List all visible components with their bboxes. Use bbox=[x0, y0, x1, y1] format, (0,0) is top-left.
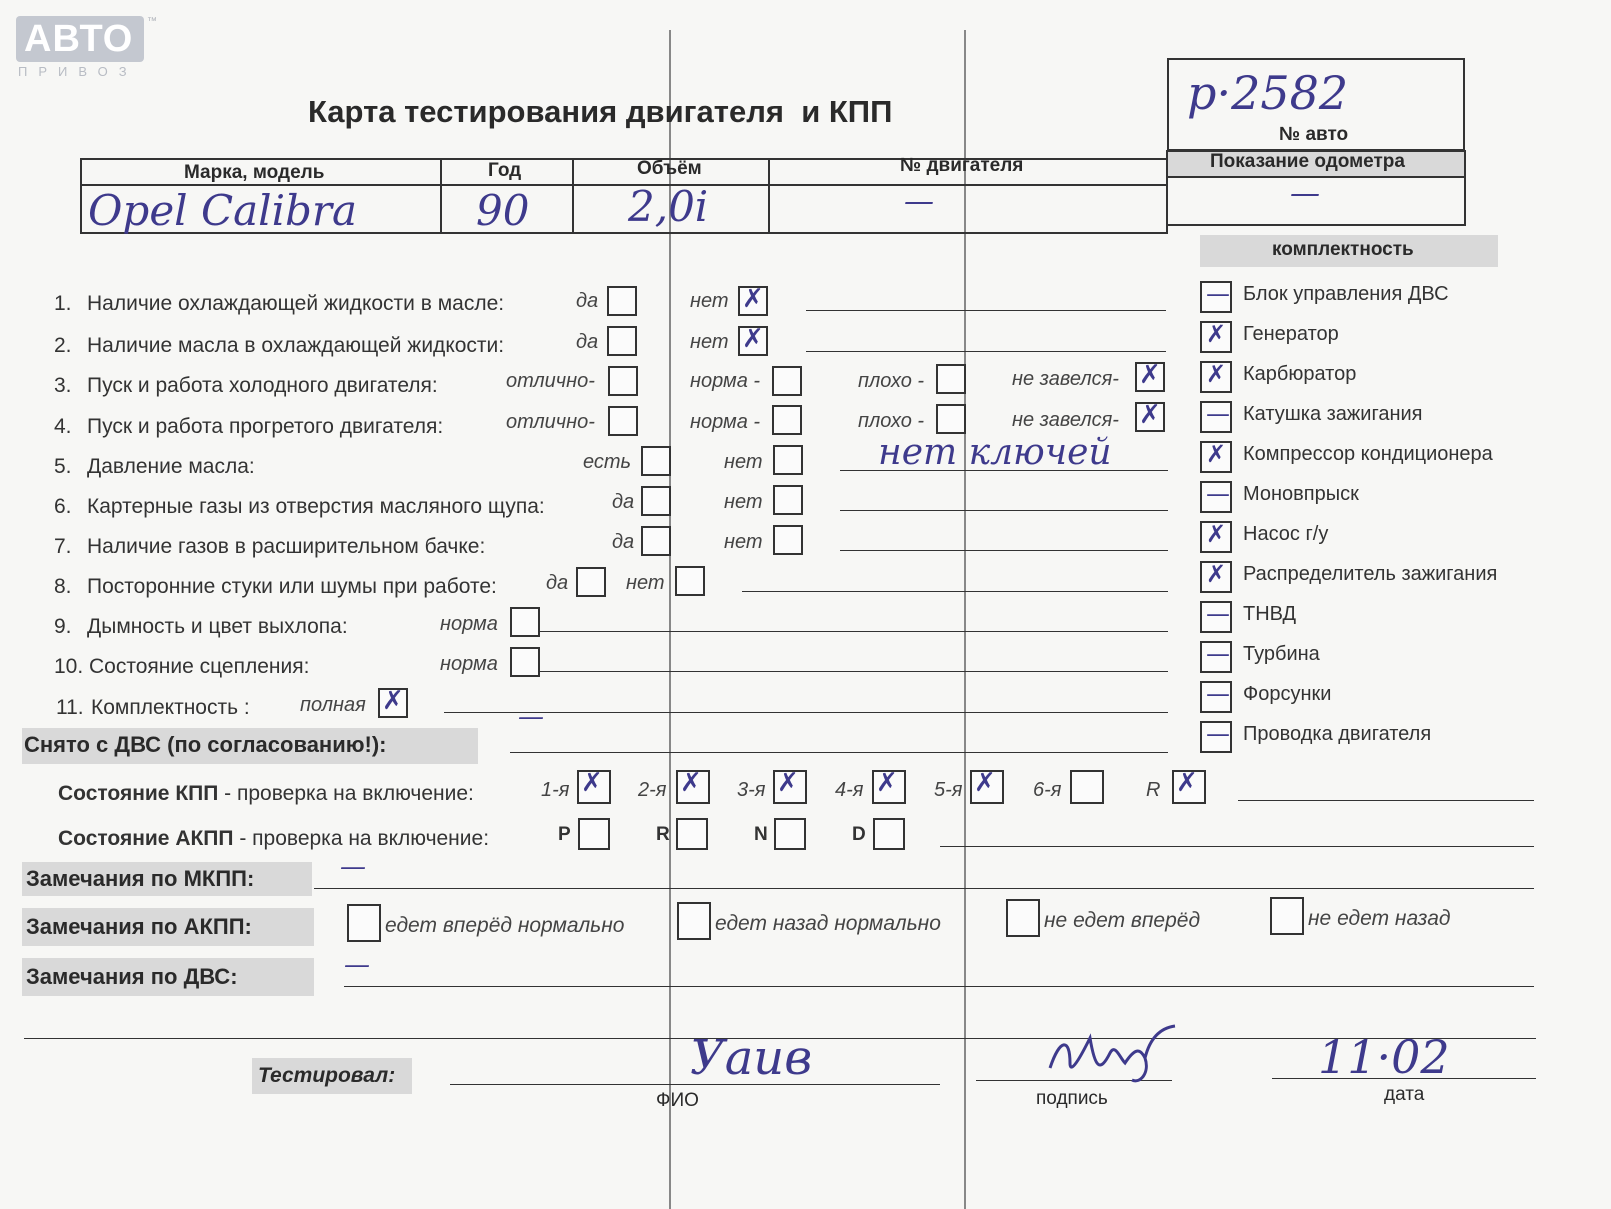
item-number: 11. bbox=[56, 696, 84, 719]
kpp-label bbox=[58, 782, 474, 806]
item-number: 4. bbox=[54, 415, 72, 438]
option-label: норма bbox=[440, 653, 498, 675]
remarks-akpp-label: Замечания по АКПП: bbox=[26, 914, 252, 939]
engine-number-label: № двигателя bbox=[900, 155, 1024, 176]
item-label: Посторонние стуки или шумы при работе: bbox=[87, 575, 497, 598]
gear-checkbox[interactable] bbox=[872, 770, 906, 804]
option-label: отлично- bbox=[506, 411, 595, 433]
check-mark-icon: ✗ bbox=[1206, 360, 1227, 388]
gear-checkbox[interactable] bbox=[577, 770, 611, 804]
answer-line bbox=[510, 752, 1168, 753]
option-label: норма - bbox=[690, 370, 761, 392]
gear-checkbox[interactable] bbox=[676, 770, 710, 804]
logo bbox=[16, 16, 157, 80]
item-number: 3. bbox=[54, 374, 72, 397]
check-mark-icon: ✗ bbox=[382, 686, 404, 716]
option-label: есть bbox=[583, 451, 632, 473]
option-label: плохо - bbox=[858, 370, 925, 392]
item-number: 1. bbox=[54, 292, 72, 315]
answer-line bbox=[344, 986, 1534, 987]
fio-value: Уаив bbox=[690, 1030, 813, 1086]
option-label: отлично- bbox=[506, 370, 595, 392]
kpp-label-bold: Состояние КПП bbox=[58, 782, 219, 805]
remarks-dvs-value: — bbox=[344, 950, 370, 980]
gear-checkbox[interactable] bbox=[970, 770, 1004, 804]
gear-label: R bbox=[656, 824, 670, 845]
signature-image bbox=[1040, 1018, 1190, 1090]
item-label: Картерные газы из отверстия масляного щупа: bbox=[87, 495, 545, 518]
volume-label: Объём bbox=[637, 158, 702, 179]
remarks-akpp-header bbox=[22, 908, 314, 946]
kpp-label-rest: - проверка на включение: bbox=[218, 782, 474, 805]
item-label: Наличие масла в охлаждающей жидкости: bbox=[87, 334, 505, 357]
gear-label: 2-я bbox=[638, 779, 667, 801]
item-number: 5. bbox=[54, 455, 72, 478]
check-mark-icon: ✗ bbox=[1176, 768, 1198, 798]
kompl-checkbox[interactable] bbox=[1200, 601, 1232, 633]
item-label: Пуск и работа прогретого двигателя: bbox=[87, 415, 444, 438]
kompl-checkbox[interactable] bbox=[1200, 641, 1232, 673]
logo-trademark: ™ bbox=[147, 16, 157, 27]
kompl-item-label: Блок управления ДВС bbox=[1243, 283, 1449, 305]
kompl-checkbox[interactable] bbox=[1200, 561, 1232, 593]
checkbox-no[interactable] bbox=[773, 445, 803, 475]
kompl-checkbox[interactable] bbox=[1200, 481, 1232, 513]
handwritten-note: нет ключей bbox=[878, 432, 1112, 473]
answer-line bbox=[742, 591, 1168, 592]
dash-mark-icon: — bbox=[1206, 640, 1230, 668]
check-mark-icon: ✗ bbox=[1206, 560, 1227, 588]
checkbox-normal[interactable] bbox=[772, 405, 802, 435]
checkbox-bad[interactable] bbox=[936, 364, 966, 394]
volume-value: 2,0i bbox=[628, 182, 709, 231]
gear-label: 3-я bbox=[737, 779, 766, 801]
auto-number-value: р·2582 bbox=[1187, 66, 1349, 120]
gear-checkbox[interactable] bbox=[774, 818, 806, 850]
logo-subtitle: ПРИВОЗ bbox=[18, 64, 138, 79]
check-mark-icon: ✗ bbox=[777, 768, 799, 798]
checkbox-normal[interactable] bbox=[510, 607, 540, 637]
checkbox-excellent[interactable] bbox=[608, 406, 638, 436]
handwritten-note: — bbox=[518, 702, 544, 732]
gear-checkbox[interactable] bbox=[1070, 770, 1104, 804]
option-label: да bbox=[576, 331, 599, 353]
dash-mark-icon: — bbox=[1206, 480, 1230, 508]
kompl-header bbox=[1200, 235, 1498, 267]
gear-checkbox[interactable] bbox=[773, 770, 807, 804]
kompl-item-label: Моновпрыск bbox=[1243, 483, 1359, 505]
akpp-label-bold: Состояние АКПП bbox=[58, 827, 234, 850]
akpp-label bbox=[58, 827, 489, 851]
removed-header bbox=[22, 728, 478, 764]
checkbox-excellent[interactable] bbox=[608, 366, 638, 396]
kompl-item-label: Генератор bbox=[1243, 323, 1339, 345]
gear-label: 6-я bbox=[1033, 779, 1062, 801]
header-table bbox=[80, 150, 1466, 236]
checkbox-yes[interactable] bbox=[607, 286, 637, 316]
dash-mark-icon: — bbox=[1206, 400, 1230, 428]
gear-label: R bbox=[1146, 779, 1161, 801]
year-value: 90 bbox=[476, 186, 530, 235]
checkbox-yes[interactable] bbox=[641, 486, 671, 516]
answer-line bbox=[806, 351, 1166, 352]
checkbox-yes[interactable] bbox=[641, 526, 671, 556]
checkbox-yes[interactable] bbox=[641, 446, 671, 476]
kompl-item-label: Распределитель зажигания bbox=[1243, 563, 1498, 585]
remarks-mkpp-label: Замечания по МКПП: bbox=[26, 866, 255, 891]
item-label: Наличие газов в расширительном бачке: bbox=[87, 535, 486, 558]
option-label: нет bbox=[690, 331, 729, 353]
checkbox-no[interactable] bbox=[738, 326, 768, 356]
kompl-checkbox[interactable] bbox=[1200, 681, 1232, 713]
option-label: нет bbox=[690, 290, 729, 312]
odometer-value: — bbox=[1290, 176, 1320, 211]
answer-line bbox=[940, 846, 1534, 847]
option-label: плохо - bbox=[858, 410, 925, 432]
remark-checkbox[interactable] bbox=[677, 902, 711, 940]
checkbox-not-started[interactable] bbox=[1135, 362, 1165, 392]
item-label: Давление масла: bbox=[87, 455, 255, 478]
option-label: да bbox=[612, 531, 635, 553]
option-label: норма - bbox=[690, 411, 761, 433]
remark-checkbox[interactable] bbox=[347, 904, 381, 942]
auto-number-box bbox=[1167, 58, 1465, 151]
kompl-checkbox[interactable] bbox=[1200, 521, 1232, 553]
kompl-item-label: ТНВД bbox=[1243, 603, 1297, 625]
checkbox-yes[interactable] bbox=[607, 326, 637, 356]
checkbox-not-started[interactable] bbox=[1135, 402, 1165, 432]
checkbox-no[interactable] bbox=[738, 286, 768, 316]
kompl-item-label: Катушка зажигания bbox=[1243, 403, 1423, 425]
checkbox-full[interactable] bbox=[378, 688, 408, 718]
gear-label: D bbox=[852, 824, 866, 845]
gear-label: P bbox=[558, 824, 571, 845]
option-label: да bbox=[612, 491, 635, 513]
kompl-item-label: Турбина bbox=[1243, 643, 1320, 665]
make-value: Opel Calibra bbox=[88, 186, 358, 235]
kompl-item-label: Проводка двигателя bbox=[1243, 723, 1432, 745]
check-mark-icon: ✗ bbox=[1206, 520, 1227, 548]
item-number: 8. bbox=[54, 575, 72, 598]
answer-line bbox=[806, 310, 1166, 311]
dash-mark-icon: — bbox=[1206, 600, 1230, 628]
make-label: Марка, модель bbox=[184, 162, 325, 183]
kompl-item-label: Карбюратор bbox=[1243, 363, 1357, 385]
dash-mark-icon: — bbox=[1206, 680, 1230, 708]
check-mark-icon: ✗ bbox=[1139, 400, 1161, 430]
akpp-label-rest: - проверка на включение: bbox=[233, 827, 490, 850]
gear-label: 4-я bbox=[835, 779, 864, 801]
option-label: да bbox=[546, 572, 569, 594]
checkbox-no[interactable] bbox=[675, 566, 705, 596]
item-number: 10. bbox=[54, 655, 84, 678]
page-title: Карта тестирования двигателя и КПП bbox=[308, 94, 893, 129]
check-mark-icon: ✗ bbox=[876, 768, 898, 798]
item-number: 7. bbox=[54, 535, 72, 558]
kompl-title: комплектность bbox=[1272, 239, 1414, 260]
option-label: нет bbox=[626, 572, 665, 594]
answer-line bbox=[840, 470, 1168, 471]
item-label: Наличие охлаждающей жидкости в масле: bbox=[87, 292, 505, 315]
kompl-checkbox[interactable] bbox=[1200, 281, 1232, 313]
auto-number-label: № авто bbox=[1279, 124, 1349, 145]
check-mark-icon: ✗ bbox=[742, 284, 764, 314]
answer-line bbox=[444, 712, 1168, 713]
kompl-checkbox[interactable] bbox=[1200, 401, 1232, 433]
kompl-item-label: Компрессор кондиционера bbox=[1243, 443, 1493, 465]
check-mark-icon: ✗ bbox=[974, 768, 996, 798]
answer-line bbox=[840, 550, 1168, 551]
item-label: Пуск и работа холодного двигателя: bbox=[87, 374, 438, 397]
item-number: 2. bbox=[54, 334, 72, 357]
remark-checkbox[interactable] bbox=[1006, 899, 1040, 937]
dash-mark-icon: — bbox=[1206, 280, 1230, 308]
remark-checkbox[interactable] bbox=[1270, 897, 1304, 935]
checkbox-no[interactable] bbox=[773, 525, 803, 555]
checkbox-yes[interactable] bbox=[576, 567, 606, 597]
check-mark-icon: ✗ bbox=[581, 768, 603, 798]
sign-label: подпись bbox=[1036, 1088, 1108, 1109]
tested-label: Тестировал: bbox=[258, 1064, 396, 1087]
item-label: Комплектность : bbox=[91, 696, 250, 719]
remarks-mkpp-value: — bbox=[340, 852, 366, 882]
option-label: полная bbox=[300, 694, 366, 716]
item-number: 9. bbox=[54, 615, 72, 638]
odometer-label: Показание одометра bbox=[1210, 151, 1405, 172]
option-label: нет bbox=[724, 451, 763, 473]
remark-option-label: не едет вперёд bbox=[1044, 909, 1201, 932]
checkbox-normal[interactable] bbox=[772, 366, 802, 396]
answer-line bbox=[314, 888, 1534, 889]
check-mark-icon: ✗ bbox=[742, 324, 764, 354]
gear-checkbox[interactable] bbox=[578, 818, 610, 850]
gear-checkbox[interactable] bbox=[873, 818, 905, 850]
date-value: 11·02 bbox=[1318, 1030, 1450, 1084]
gear-checkbox[interactable] bbox=[676, 818, 708, 850]
remark-option-label: не едет назад bbox=[1308, 907, 1451, 930]
option-label: нет bbox=[724, 531, 763, 553]
year-label: Год bbox=[488, 160, 522, 181]
kompl-checkbox[interactable] bbox=[1200, 361, 1232, 393]
kompl-checkbox[interactable] bbox=[1200, 721, 1232, 753]
dash-mark-icon: — bbox=[1206, 720, 1230, 748]
gear-label: 1-я bbox=[541, 779, 570, 801]
option-label: не завелся- bbox=[1012, 368, 1119, 390]
kompl-item-label: Форсунки bbox=[1243, 683, 1332, 705]
kompl-item-label: Насос г/у bbox=[1243, 523, 1329, 545]
answer-line bbox=[1238, 800, 1534, 801]
item-number: 6. bbox=[54, 495, 72, 518]
remark-option-label: едет вперёд нормально bbox=[385, 914, 625, 937]
remarks-dvs-header bbox=[22, 958, 314, 996]
option-label: не завелся- bbox=[1012, 409, 1119, 431]
check-mark-icon: ✗ bbox=[1139, 360, 1161, 390]
removed-label: Снято с ДВС (по согласованию!): bbox=[24, 732, 387, 757]
kompl-checkbox[interactable] bbox=[1200, 321, 1232, 353]
gear-checkbox[interactable] bbox=[1172, 770, 1206, 804]
engine-number-value: — bbox=[904, 184, 934, 219]
answer-line bbox=[840, 510, 1168, 511]
option-label: норма bbox=[440, 613, 498, 635]
kompl-checkbox[interactable] bbox=[1200, 441, 1232, 473]
gear-label: N bbox=[754, 824, 768, 845]
option-label: нет bbox=[724, 491, 763, 513]
tested-header bbox=[252, 1058, 412, 1094]
option-label: да bbox=[576, 290, 599, 312]
remarks-dvs-label: Замечания по ДВС: bbox=[26, 964, 238, 989]
checkbox-normal[interactable] bbox=[510, 647, 540, 677]
answer-line bbox=[540, 631, 1168, 632]
fio-label: ФИО bbox=[656, 1090, 699, 1111]
gear-label: 5-я bbox=[934, 779, 963, 801]
check-mark-icon: ✗ bbox=[1206, 320, 1227, 348]
check-mark-icon: ✗ bbox=[680, 768, 702, 798]
logo-text: АВТО bbox=[24, 18, 134, 60]
remark-option-label: едет назад нормально bbox=[715, 912, 941, 935]
item-label: Дымность и цвет выхлопа: bbox=[87, 615, 348, 638]
answer-line bbox=[540, 671, 1168, 672]
item-label: Состояние сцепления: bbox=[89, 655, 310, 678]
checkbox-no[interactable] bbox=[773, 485, 803, 515]
check-mark-icon: ✗ bbox=[1206, 440, 1227, 468]
remarks-mkpp-header bbox=[22, 862, 312, 896]
date-label: дата bbox=[1384, 1084, 1425, 1105]
checkbox-bad[interactable] bbox=[936, 404, 966, 434]
